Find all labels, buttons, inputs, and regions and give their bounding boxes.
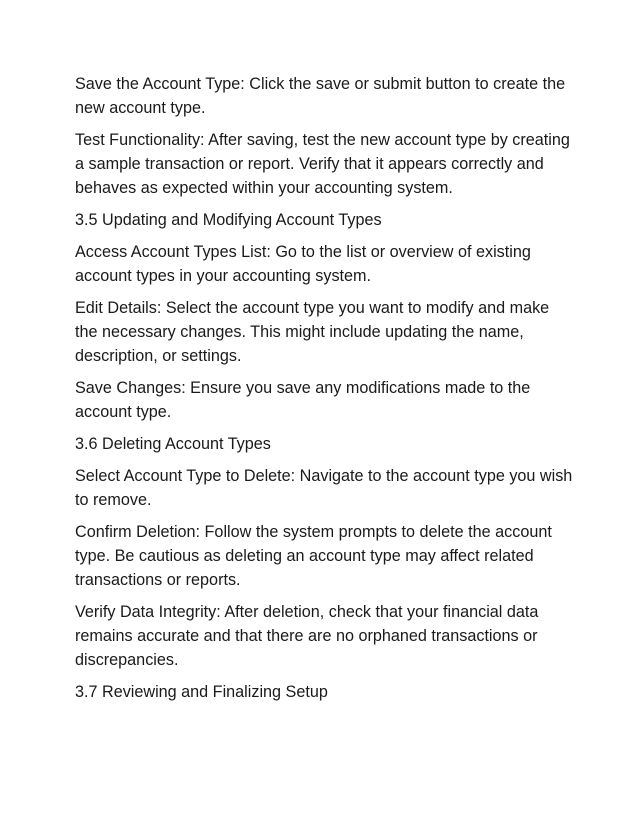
section-heading-3-5: 3.5 Updating and Modifying Account Types (75, 211, 382, 229)
paragraph-save-account-type: Save the Account Type: Click the save or submit button to create the new account type. (75, 75, 566, 117)
section-heading-3-7: 3.7 Reviewing and Finalizing Setup (75, 683, 328, 701)
paragraph-verify-data-integrity: Verify Data Integrity: After deletion, check that your financial data remains accurate and that there are no orphaned transactions or discrepancies. (75, 603, 539, 669)
paragraph-confirm-deletion: Confirm Deletion: Follow the system prompts to delete the account type. Be cautious as deleting an account type may affect related transactions or reports. (75, 523, 552, 589)
paragraph-select-account-type-to-delete: Select Account Type to Delete: Navigate to the account type you wish to remove. (75, 467, 573, 509)
paragraph-access-account-types-list: Access Account Types List: Go to the list or overview of existing account types in your accounting system. (75, 243, 531, 285)
paragraph-save-changes: Save Changes: Ensure you save any modifications made to the account type. (75, 379, 531, 421)
paragraph-test-functionality: Test Functionality: After saving, test the new account type by creating a sample transaction or report. Verify that it appears correctly and behaves as expected within your accounting system. (75, 131, 570, 197)
section-heading-3-6: 3.6 Deleting Account Types (75, 435, 271, 453)
document-page (75, 72, 575, 712)
paragraph-edit-details: Edit Details: Select the account type you want to modify and make the necessary changes. This might include updating the name, description, or settings. (75, 299, 550, 365)
